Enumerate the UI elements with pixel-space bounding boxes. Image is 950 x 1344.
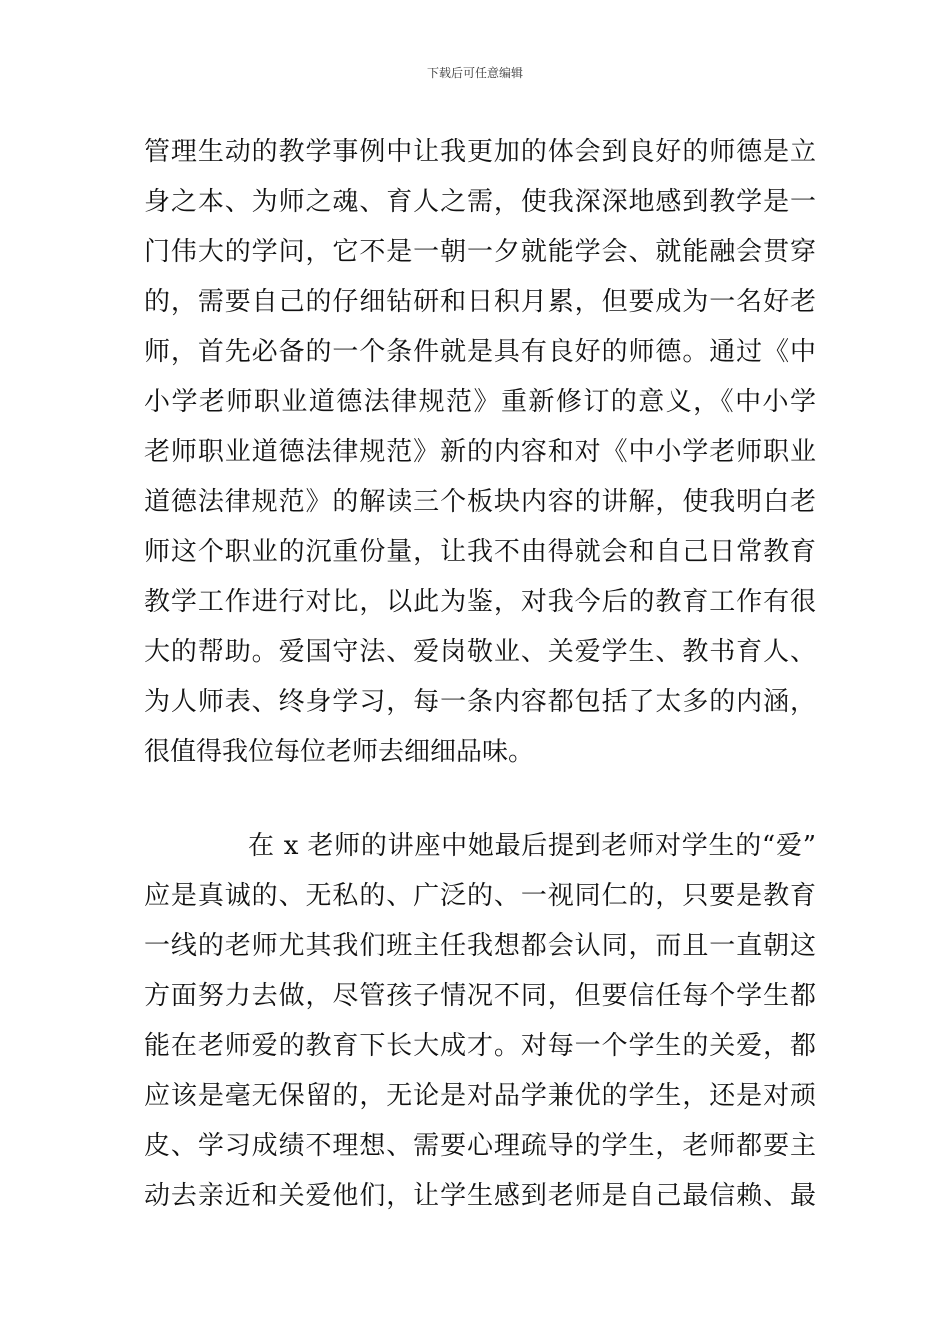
- paragraph-1-line: 小学老师职业道德法律规范》重新修订的意义，《中小学: [144, 387, 816, 417]
- paragraph-2-line: 动去亲近和关爱他们，让学生感到老师是自己最信赖、最: [144, 1181, 816, 1211]
- paragraph-1-line: 门伟大的学问，它不是一朝一夕就能学会、就能融会贯穿: [144, 237, 816, 267]
- paragraph-1-line: 教学工作进行对比，以此为鉴，对我今后的教育工作有很: [144, 587, 816, 617]
- paragraph-1-line: 老师职业道德法律规范》新的内容和对《中小学老师职业: [144, 437, 816, 467]
- paragraph-1-line: 大的帮助。爱国守法、爱岗敬业、关爱学生、教书育人、: [144, 637, 816, 667]
- paragraph-1-line: 管理生动的教学事例中让我更加的体会到良好的师德是立: [144, 137, 816, 167]
- paragraph-1-line: 为人师表、终身学习，每一条内容都包括了太多的内涵，: [144, 687, 816, 717]
- paragraph-2-line: 皮、学习成绩不理想、需要心理疏导的学生，老师都要主: [144, 1131, 816, 1161]
- paragraph-2-line: 应该是毫无保留的，无论是对品学兼优的学生，还是对顽: [144, 1081, 816, 1111]
- paragraph-2-line: 方面努力去做，尽管孩子情况不同，但要信任每个学生都: [144, 981, 816, 1011]
- paragraph-2-line: 能在老师爱的教育下长大成才。对每一个学生的关爱，都: [144, 1031, 816, 1061]
- paragraph-2-line: 一线的老师尤其我们班主任我想都会认同，而且一直朝这: [144, 931, 816, 961]
- paragraph-1-line: 师，首先必备的一个条件就是具有良好的师德。通过《中: [144, 337, 816, 367]
- paragraph-1-line: 很值得我位每位老师去细细品味。: [144, 737, 535, 767]
- header-note: 下载后可任意编辑: [426, 66, 523, 80]
- paragraph-1-line: 身之本、为师之魂、育人之需，使我深深地感到教学是一: [144, 187, 816, 217]
- paragraph-2-line: 应是真诚的、无私的、广泛的、一视同仁的，只要是教育: [144, 881, 816, 911]
- paragraph-2-line: 在 x 老师的讲座中她最后提到老师对学生的“爱”: [248, 831, 816, 861]
- paragraph-1-line: 的，需要自己的仔细钻研和日积月累，但要成为一名好老: [144, 287, 816, 317]
- paragraph-1-line: 师这个职业的沉重份量，让我不由得就会和自己日常教育: [144, 537, 816, 567]
- paragraph-1-line: 道德法律规范》的解读三个板块内容的讲解，使我明白老: [144, 487, 816, 517]
